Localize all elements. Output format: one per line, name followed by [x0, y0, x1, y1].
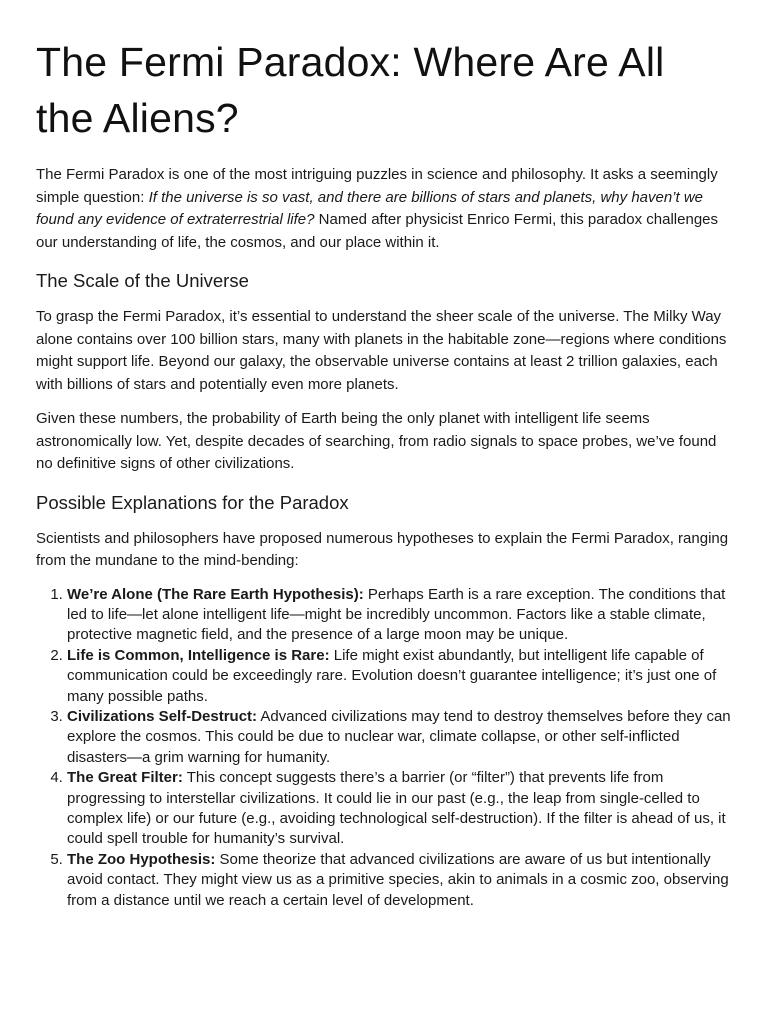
list-item-term: The Great Filter: [67, 769, 183, 787]
list-item-text: Some theorize that advanced civilizations are aware of us but intentionally avoid contact. They might view us as a primitive species, akin to animals in a cosmic zoo, observing from a distance until we reach a certain level of development. [67, 850, 729, 909]
section-heading-explanations: Possible Explanations for the Paradox [36, 491, 349, 513]
list-item-term: The Zoo Hypothesis: [67, 850, 216, 868]
list-item [67, 850, 732, 911]
explanations-list [36, 585, 732, 912]
list-item-text: This concept suggests there’s a barrier (or “filter”) that prevents life from progressing to interstellar civilizations. It could lie in our past (e.g., the leap from single-celled to complex life) or our future (e.g., avoiding technological self-destruction). If the filter is ahead of us, it could spell trouble for humanity’s survival. [67, 769, 726, 848]
list-item-text: Life might exist abundantly, but intelligent life capable of communication could be exceedingly rare. Evolution doesn’t guarantee intelligence; it’s just one of many possible paths. [67, 646, 717, 705]
scale-paragraph-1: To grasp the Fermi Paradox, it’s essential to understand the sheer scale of the universe. The Milky Way alone contains over 100 billion stars, many with planets in the habitable zone—regions where conditions might support life. Beyond our galaxy, the observable universe contains at least 2 trillion galaxies, each with billions of stars and potentially even more planets. [36, 308, 727, 393]
list-item-text: Advanced civilizations may tend to destroy themselves before they can explore the cosmos. This could be due to nuclear war, climate collapse, or other self-inflicted disasters—a grim warning for humanity. [67, 707, 731, 766]
page-title: The Fermi Paradox: Where Are All the Aliens? [36, 39, 665, 141]
list-item [67, 646, 732, 707]
list-item-term: Life is Common, Intelligence is Rare: [67, 646, 330, 664]
intro-question: If the universe is so vast, and there are billions of stars and planets, why haven’t we found any evidence of extraterrestrial life? [36, 188, 704, 228]
intro-paragraph [36, 164, 732, 254]
list-item [67, 768, 732, 850]
list-item [67, 585, 732, 646]
intro-text-after: Named after physicist Enrico Fermi, this paradox challenges our understanding of life, the cosmos, and our place within it. [36, 211, 719, 251]
list-item [67, 707, 732, 768]
explanations-intro-paragraph: Scientists and philosophers have proposed numerous hypotheses to explain the Fermi Paradox, ranging from the mundane to the mind-bending: [36, 529, 729, 569]
list-item-text: Perhaps Earth is a rare exception. The conditions that led to life—let alone intelligent life—might be incredibly uncommon. Factors like a stable climate, protective magnetic field, and the presence of a large moon may be unique. [67, 585, 726, 644]
section-heading-scale: The Scale of the Universe [36, 270, 249, 291]
list-item-term: We’re Alone (The Rare Earth Hypothesis): [67, 585, 364, 603]
intro-text-before: The Fermi Paradox is one of the most intriguing puzzles in science and philosophy. It asks a seemingly simple question: [36, 166, 718, 206]
list-item-term: Civilizations Self-Destruct: [67, 707, 258, 725]
scale-paragraph-2: Given these numbers, the probability of Earth being the only planet with intelligent life seems astronomically low. Yet, despite decades of searching, from radio signals to space probes, we’ve found no definitive signs of other civilizations. [36, 410, 717, 472]
